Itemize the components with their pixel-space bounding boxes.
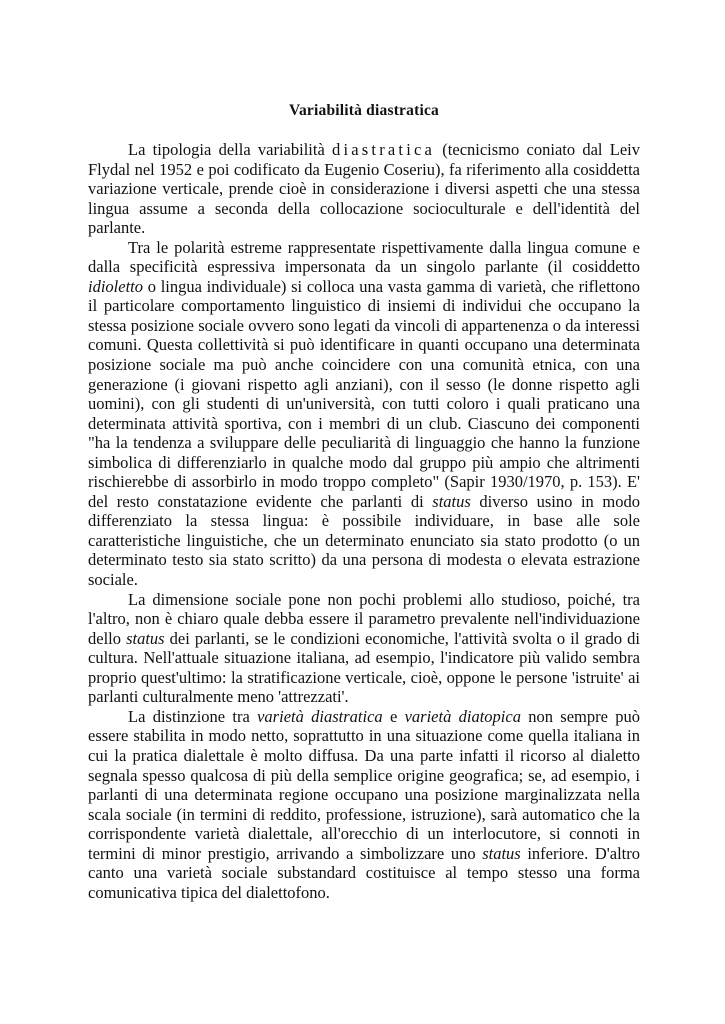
italic-term: varietà diatopica [404, 706, 521, 726]
text-run: La dimensione sociale pone non pochi problemi allo studioso, poiché, tra l'altro, non è chiaro quale debba essere il parametro prevalente nell'individuazione dello [88, 589, 640, 648]
paragraph-3 [88, 590, 640, 707]
document-page [88, 101, 640, 902]
text-run: non sempre può essere stabilita in modo netto, soprattutto in una situazione come quella italiana in cui la pratica dialettale è molto diffusa. Da una parte infatti il ricorso al dialetto segnala spesso qualcosa di più della semplice origine geografica; se, ad esempio, i parlanti di una determinata regione occupano una posizione marginalizzata nella scala sociale (in termini di reddito, professione, istruzione), sarà automatico che la corrispondente varietà dialettale, all'orecchio di un interlocutore, si connoti in termini di minor prestigio, arrivando a simbolizzare uno [88, 706, 640, 863]
text-run: La tipologia della variabilità [128, 140, 333, 159]
italic-term: status [432, 491, 471, 511]
text-run: o lingua individuale) si colloca una vasta gamma di varietà, che riflettono il particolare comportamento linguistico di insiemi di individui che occupano la stessa posizione sociale ovvero sono legati da vincoli di appartenenza o da interessi comuni. Questa collettività si può identificare in quanti occupano una determinata posizione sociale ma può anche coincidere con una comunità etnica, con una generazione (i giovani rispetto agli anziani), con il sesso (le donne rispetto agli uomini), con gli studenti di un'università, con tutti coloro i quali praticano una determinata attività sportiva, con i membri di un club. Ciascuno dei componenti "ha la tendenza a sviluppare delle peculiarità di linguaggio che hanno la funzione simbolica di differenziarlo in qualche modo dal gruppo più ampio che altrimenti rischierebbe di assorbirlo in modo troppo completo" (Sapir 1930/1970, p. 153). E' del resto constatazione evidente che parlanti di [88, 276, 640, 511]
text-run: e [382, 706, 405, 726]
paragraph-1 [88, 140, 640, 238]
spaced-term: diastratica [332, 140, 436, 159]
italic-term: status [126, 628, 165, 648]
text-run: La distinzione tra [128, 706, 258, 726]
text-run: Tra le polarità estreme rappresentate rispettivamente dalla lingua comune e dalla specificità espressiva impersonata da un singolo parlante (il cosiddetto [88, 237, 640, 277]
paragraph-2 [88, 238, 640, 590]
text-run: inferiore. D'altro canto una varietà sociale substandard costituisce al tempo stesso una forma comunicativa tipica del dialettofono. [88, 843, 640, 902]
italic-term: idioletto [88, 276, 143, 296]
text-run: diverso usino in modo differenziato la stessa lingua: è possibile individuare, in base alle sole caratteristiche linguistiche, che un determinato enunciato sia stato prodotto (o un determinato testo sia stato scritto) da una persona di modesta o elevata estrazione sociale. [88, 491, 640, 590]
text-run: dei parlanti, se le condizioni economiche, l'attività svolta o il grado di cultura. Nell'attuale situazione italiana, ad esempio, l'indicatore più valido sembra proprio quest'ultimo: la stratificazione verticale, cioè, oppone le persone 'istruite' ai parlanti culturalmente meno 'attrezzati'. [88, 628, 640, 707]
document-title: Variabilità diastratica [289, 102, 439, 119]
paragraph-4 [88, 707, 640, 902]
text-run: (tecnicismo coniato dal Leiv Flydal nel 1952 e poi codificato da Eugenio Coseriu), fa riferimento alla cosiddetta variazione verticale, prende cioè in considerazione i diversi aspetti che una stessa lingua assume a seconda della collocazione socioculturale e dell'identità del parlante. [88, 140, 641, 238]
italic-term: varietà diastratica [257, 706, 383, 726]
italic-term: status [482, 843, 521, 863]
